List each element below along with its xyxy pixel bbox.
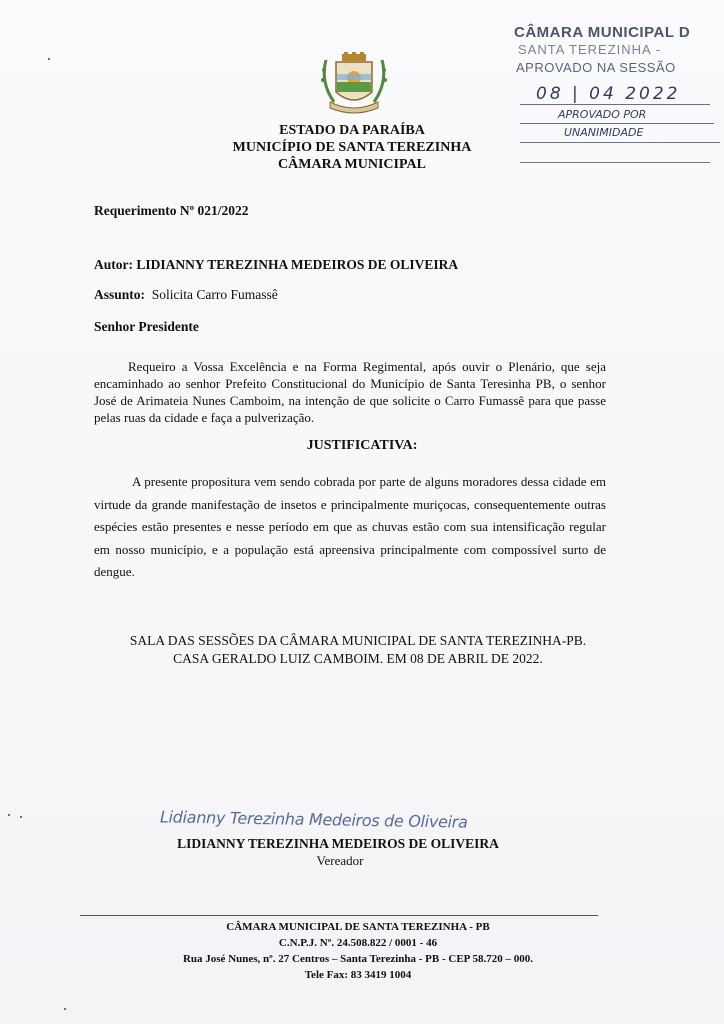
justification-body: A presente propositura vem sendo cobrada por parte de alguns moradores dessa cidade em virtude da grande manifestação de insetos e principalmente muriçocas, consequentemente outras espécies estão presentes e nesse período em que as chuvas estão com sua intensificação regular em nosso município, e a população está apreensiva principalmente com compossível surto de dengue. — [94, 474, 606, 579]
request-body: Requeiro a Vossa Excelência e na Forma Regimental, após ouvir o Plenário, que seja encaminhado ao senhor Prefeito Constitucional do Município de Santa Teresinha PB, o senhor José de Arimateia Nunes Camboim, na intenção de que solicite o Carro Fumassê para que passe pelas ruas da cidade e faça a pulverização. — [94, 359, 606, 425]
stamp-rule — [520, 104, 710, 105]
closing-line-2: CASA GERALDO LUIZ CAMBOIM. EM 08 DE ABRIL DE 2022. — [173, 651, 543, 666]
scan-speck — [48, 58, 50, 60]
request-number: Requerimento Nº 021/2022 — [94, 203, 249, 218]
stamp-approval-line-2: UNANIMIDADE — [564, 126, 644, 139]
justification-heading: JUSTIFICATIVA: — [306, 438, 418, 453]
signatory-name — [0, 836, 724, 852]
header-state: ESTADO DA PARAÍBA — [279, 123, 425, 138]
footer-line-4: Tele Fax: 83 3419 1004 — [304, 969, 412, 981]
footer-line-1: CÂMARA MUNICIPAL DE SANTA TEREZINHA - PB — [226, 921, 490, 933]
stamp-line-3: APROVADO NA SESSÃO — [516, 60, 676, 75]
closing-block — [0, 632, 724, 668]
scan-speck — [8, 814, 10, 816]
subject-value: Solicita Carro Fumassê — [151, 287, 278, 302]
salutation: Senhor Presidente — [94, 319, 199, 334]
footer-divider — [80, 915, 598, 916]
signatory-role-text: Vereador — [316, 853, 364, 868]
request-subject — [94, 287, 278, 303]
request-author: Autor: LIDIANNY TEREZINHA MEDEIROS DE OLIVEIRA — [94, 257, 459, 272]
handwritten-signature: Lidianny Terezinha Medeiros de Oliveira — [159, 807, 468, 832]
scan-speck — [64, 1008, 66, 1010]
footer-line-2: C.N.P.J. Nº. 24.508.822 / 0001 - 46 — [278, 937, 438, 949]
document-header — [0, 122, 724, 173]
municipal-crest-icon — [312, 52, 396, 118]
header-chamber: CÂMARA MUNICIPAL — [278, 157, 426, 172]
stamp-line-2: SANTA TEREZINHA - — [518, 42, 661, 57]
document-footer — [0, 919, 724, 983]
scan-speck — [20, 816, 22, 818]
subject-label: Assunto: — [94, 287, 146, 302]
stamp-approval-line-1: APROVADO POR — [558, 108, 647, 121]
signatory-role — [0, 853, 724, 869]
stamp-line-1: CÂMARA MUNICIPAL D — [514, 24, 691, 41]
footer-line-3: Rua José Nunes, nº. 27 Centros – Santa Terezinha - PB - CEP 58.720 – 000. — [182, 953, 534, 965]
stamp-date: 08 | 04 2022 — [536, 84, 681, 104]
closing-line-1: SALA DAS SESSÕES DA CÂMARA MUNICIPAL DE SANTA TEREZINHA-PB. — [129, 633, 587, 648]
signatory-name-text: LIDIANNY TEREZINHA MEDEIROS DE OLIVEIRA — [177, 836, 499, 851]
header-municipality: MUNICÍPIO DE SANTA TEREZINHA — [232, 140, 472, 155]
